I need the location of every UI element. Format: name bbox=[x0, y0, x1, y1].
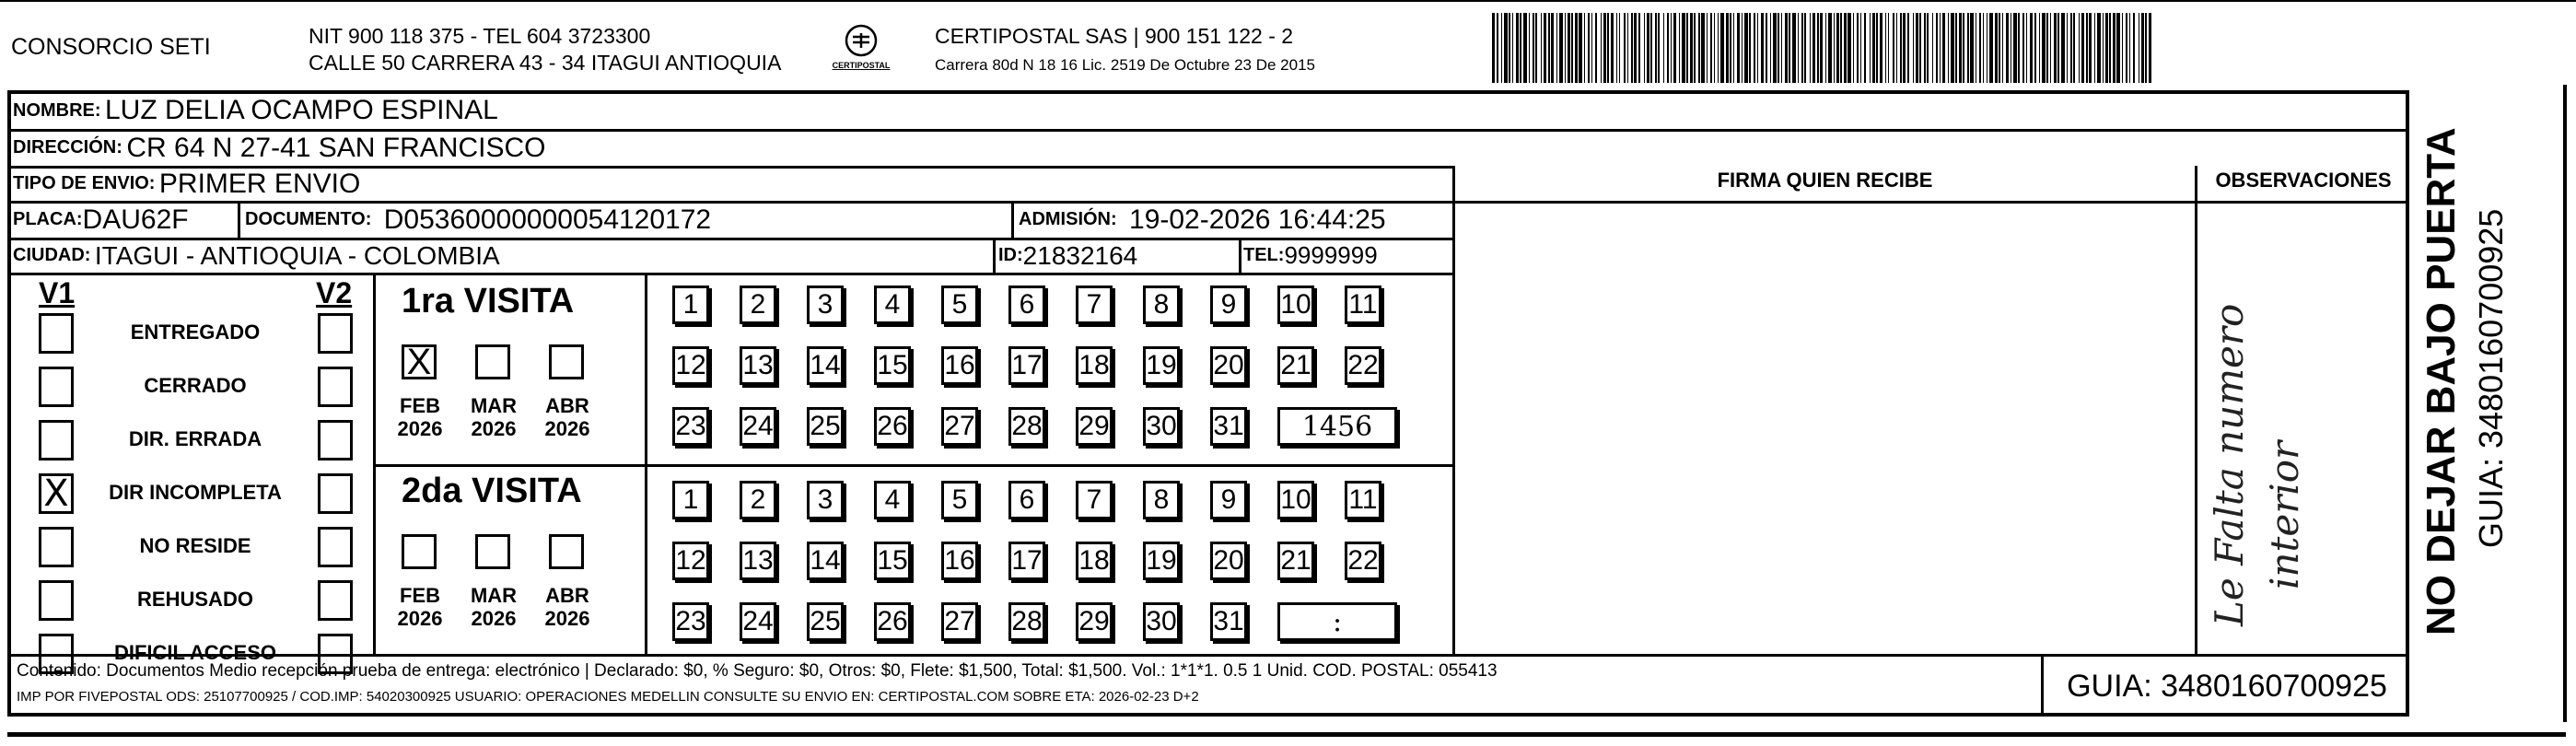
day-box[interactable]: 21 bbox=[1277, 542, 1314, 580]
day-box[interactable]: 11 bbox=[1345, 481, 1381, 519]
footer-guia: GUIA: 3480160700925 bbox=[2067, 669, 2387, 704]
day-box[interactable]: 29 bbox=[1076, 602, 1113, 641]
id-cell bbox=[998, 239, 1137, 273]
footer-line1: Contenido: Documentos Medio recepción prueba de entrega: electrónico | Declarado: $0, % Seguro: $0, Otros: $0, Flete: $1,500, Total: $1,500. Vol.: 1*1*1. 0.5 1 Unid. COD. POSTAL: 055413 bbox=[17, 661, 1498, 681]
id-label: ID: bbox=[998, 245, 1023, 265]
signature-area[interactable] bbox=[1457, 203, 2192, 652]
day-box[interactable]: 12 bbox=[672, 346, 709, 385]
month-label: ABR bbox=[545, 584, 589, 607]
day-box[interactable]: 3 bbox=[807, 286, 844, 324]
day-box[interactable]: 12 bbox=[672, 542, 709, 580]
v2-checkbox[interactable] bbox=[318, 473, 353, 514]
status-label: DIR INCOMPLETA bbox=[109, 481, 282, 504]
placa-value: DAU62F bbox=[82, 204, 189, 235]
day-box[interactable]: 22 bbox=[1345, 542, 1381, 580]
day-box[interactable]: 1 bbox=[672, 481, 709, 519]
footer-divider bbox=[2041, 656, 2044, 715]
month-label: MAR bbox=[470, 394, 518, 417]
month-label: ABR bbox=[545, 394, 589, 417]
company-name: CONSORCIO SETI bbox=[11, 34, 211, 60]
day-box[interactable]: 31 bbox=[1210, 407, 1247, 446]
year-label: 2026 bbox=[544, 607, 590, 630]
day-box[interactable]: 13 bbox=[740, 346, 776, 385]
v2-checkbox[interactable] bbox=[318, 367, 353, 407]
day-box[interactable]: 2 bbox=[740, 481, 776, 519]
day-box[interactable]: 8 bbox=[1143, 481, 1180, 519]
day-box[interactable]: 23 bbox=[672, 407, 709, 446]
status-label: ENTREGADO bbox=[130, 321, 261, 344]
month-checkbox[interactable]: X bbox=[402, 344, 437, 379]
outer-right-border bbox=[2563, 85, 2567, 722]
month-label: FEB bbox=[400, 584, 440, 607]
admision-label: ADMISIÓN: bbox=[1019, 209, 1117, 229]
id-divider bbox=[1239, 239, 1241, 273]
direccion-label: DIRECCIÓN: bbox=[13, 137, 122, 157]
direccion-row bbox=[13, 130, 545, 166]
certipostal-line: CERTIPOSTAL SAS | 900 151 122 - 2 bbox=[935, 24, 1294, 48]
day-box[interactable]: 20 bbox=[1210, 542, 1247, 580]
tel-label: TEL: bbox=[1243, 245, 1285, 265]
v2-checkbox[interactable] bbox=[318, 313, 353, 354]
day-box[interactable]: 17 bbox=[1008, 542, 1045, 580]
documento-cell bbox=[245, 202, 711, 238]
admision-value: 19-02-2026 16:44:25 bbox=[1129, 204, 1386, 235]
firma-header: FIRMA QUIEN RECIBE bbox=[1717, 169, 1933, 192]
v2-checkbox[interactable] bbox=[318, 527, 353, 567]
day-box[interactable]: 21 bbox=[1277, 346, 1314, 385]
nit-line: NIT 900 118 375 - TEL 604 3723300 bbox=[309, 24, 651, 48]
day-box[interactable]: 9 bbox=[1210, 481, 1247, 519]
day-box[interactable]: 6 bbox=[1008, 286, 1045, 324]
day-box[interactable]: 7 bbox=[1076, 286, 1113, 324]
v1-checkbox[interactable] bbox=[39, 420, 74, 460]
placa-cell bbox=[13, 202, 189, 238]
status-label: REHUSADO bbox=[137, 588, 253, 611]
day-box[interactable]: 11 bbox=[1345, 286, 1381, 324]
time-box[interactable]: : bbox=[1277, 602, 1397, 641]
v2-header: V2 bbox=[316, 276, 353, 309]
direccion-value: CR 64 N 27-41 SAN FRANCISCO bbox=[126, 132, 546, 163]
month-label: MAR bbox=[470, 584, 518, 607]
day-box[interactable]: 23 bbox=[672, 602, 709, 641]
documento-label: DOCUMENTO: bbox=[245, 209, 372, 229]
day-box[interactable]: 6 bbox=[1008, 481, 1045, 519]
month-checkbox[interactable] bbox=[549, 534, 584, 569]
id-value: 21832164 bbox=[1022, 240, 1138, 270]
observations-area[interactable] bbox=[2197, 203, 2407, 652]
tipo-value: PRIMER ENVIO bbox=[158, 168, 361, 199]
day-box[interactable]: 14 bbox=[807, 542, 844, 580]
visit-divider bbox=[374, 464, 1453, 467]
license-line: Carrera 80d N 18 16 Lic. 2519 De Octubre 23 De 2015 bbox=[935, 56, 1315, 74]
month-checkbox[interactable] bbox=[475, 344, 510, 379]
tipo-label: TIPO DE ENVIO: bbox=[13, 173, 156, 193]
day-box[interactable]: 30 bbox=[1143, 602, 1180, 641]
visit2-title: 2da VISITA bbox=[402, 472, 582, 510]
obs-handwriting-1: Le Falta numero bbox=[2207, 303, 2252, 626]
admision-cell bbox=[1019, 202, 1386, 238]
logo-text: CERTIPOSTAL bbox=[832, 61, 891, 70]
status-label: DIFICIL ACCESO bbox=[113, 641, 276, 664]
v1-header: V1 bbox=[39, 276, 76, 309]
obs-handwriting-2: interior bbox=[2262, 440, 2307, 589]
top-edge bbox=[0, 0, 2576, 6]
day-box[interactable]: 19 bbox=[1143, 542, 1180, 580]
footer-rule bbox=[9, 654, 2408, 657]
day-box[interactable]: 29 bbox=[1076, 407, 1113, 446]
day-box[interactable]: 25 bbox=[807, 602, 844, 641]
tel-cell bbox=[1243, 239, 1378, 273]
month-checkbox[interactable] bbox=[402, 534, 437, 569]
year-label: 2026 bbox=[397, 607, 443, 630]
nombre-value: LUZ DELIA OCAMPO ESPINAL bbox=[105, 95, 498, 125]
day-box[interactable]: 15 bbox=[874, 346, 911, 385]
day-box[interactable]: 1 bbox=[672, 286, 709, 324]
ciudad-cell bbox=[13, 239, 500, 273]
day-box[interactable]: 20 bbox=[1210, 346, 1247, 385]
day-box[interactable]: 26 bbox=[874, 407, 911, 446]
day-box[interactable]: 30 bbox=[1143, 407, 1180, 446]
year-label: 2026 bbox=[471, 607, 517, 630]
tel-value: 9999999 bbox=[1284, 241, 1378, 269]
documento-value: D05360000000054120172 bbox=[383, 204, 712, 235]
month-checkbox[interactable] bbox=[475, 534, 510, 569]
day-box[interactable]: 26 bbox=[874, 602, 911, 641]
side-guia: GUIA: 3480160700925 bbox=[2472, 208, 2510, 548]
day-box[interactable]: 28 bbox=[1008, 602, 1045, 641]
documento-divider bbox=[1011, 203, 1014, 238]
tipo-row bbox=[13, 167, 360, 201]
year-label: 2026 bbox=[397, 417, 443, 440]
v1-checkbox[interactable] bbox=[39, 527, 74, 567]
status-label: CERRADO bbox=[144, 374, 247, 397]
observaciones-header: OBSERVACIONES bbox=[2215, 169, 2392, 192]
day-box[interactable]: 2 bbox=[740, 286, 776, 324]
outer-bottom-border bbox=[7, 732, 2566, 737]
day-box[interactable]: 4 bbox=[874, 286, 911, 324]
side-warning: NO DEJAR BAJO PUERTA bbox=[2419, 127, 2464, 635]
day-box[interactable]: 15 bbox=[874, 542, 911, 580]
nombre-label: NOMBRE: bbox=[13, 99, 101, 121]
day-box[interactable]: 7 bbox=[1076, 481, 1113, 519]
day-box[interactable]: 3 bbox=[807, 481, 844, 519]
day-box[interactable]: 5 bbox=[941, 286, 978, 324]
status-label: DIR. ERRADA bbox=[128, 427, 262, 450]
v1-checkbox[interactable] bbox=[39, 367, 74, 407]
day-box[interactable]: 13 bbox=[740, 542, 776, 580]
day-box[interactable]: 24 bbox=[740, 602, 776, 641]
ciudad-label: CIUDAD: bbox=[13, 245, 91, 265]
v2-checkbox[interactable] bbox=[318, 420, 353, 460]
year-label: 2026 bbox=[471, 417, 517, 440]
day-box[interactable]: 18 bbox=[1076, 346, 1113, 385]
firma-divider bbox=[1452, 166, 1455, 654]
day-box[interactable]: 25 bbox=[807, 407, 844, 446]
day-box[interactable]: 27 bbox=[941, 602, 978, 641]
footer-line2: IMP POR FIVEPOSTAL ODS: 25107700925 / COD.IMP: 54020300925 USUARIO: OPERACIONES MEDELLIN CONSULTE SU ENVIO EN: CERTIPOSTAL.COM SOBRE ETA: 2026-02-23 D+2 bbox=[17, 689, 1199, 705]
day-box[interactable]: 5 bbox=[941, 481, 978, 519]
visit-date-divider bbox=[645, 274, 647, 654]
day-box[interactable]: 18 bbox=[1076, 542, 1113, 580]
v2-checkbox[interactable] bbox=[318, 580, 353, 621]
month-label: FEB bbox=[400, 394, 440, 417]
v1-checkbox[interactable] bbox=[39, 313, 74, 354]
visit1-title: 1ra VISITA bbox=[402, 282, 575, 321]
day-box[interactable]: 14 bbox=[807, 346, 844, 385]
barcode bbox=[1492, 13, 2151, 83]
placa-divider bbox=[238, 203, 240, 238]
day-box[interactable]: 24 bbox=[740, 407, 776, 446]
v1-checkbox[interactable] bbox=[39, 580, 74, 621]
ciudad-divider bbox=[993, 239, 996, 273]
status-label: NO RESIDE bbox=[139, 534, 251, 557]
day-box[interactable]: 10 bbox=[1277, 286, 1314, 324]
day-box[interactable]: 22 bbox=[1345, 346, 1381, 385]
day-box[interactable]: 8 bbox=[1143, 286, 1180, 324]
nombre-row bbox=[13, 92, 498, 129]
day-box[interactable]: 28 bbox=[1008, 407, 1045, 446]
rule-ciudad bbox=[9, 273, 1455, 275]
day-box[interactable]: 9 bbox=[1210, 286, 1247, 324]
day-box[interactable]: 16 bbox=[941, 346, 978, 385]
year-label: 2026 bbox=[544, 417, 590, 440]
day-box[interactable]: 10 bbox=[1277, 481, 1314, 519]
day-box[interactable]: 17 bbox=[1008, 346, 1045, 385]
day-box[interactable]: 19 bbox=[1143, 346, 1180, 385]
placa-label: PLACA: bbox=[13, 209, 83, 229]
ciudad-value: ITAGUI - ANTIOQUIA - COLOMBIA bbox=[94, 240, 500, 270]
address-line: CALLE 50 CARRERA 43 - 34 ITAGUI ANTIOQUIA bbox=[309, 51, 782, 75]
time-box[interactable]: 1456 bbox=[1277, 407, 1397, 446]
day-box[interactable]: 27 bbox=[941, 407, 978, 446]
month-checkbox[interactable] bbox=[549, 344, 584, 379]
certipostal-logo bbox=[829, 22, 893, 77]
day-box[interactable]: 4 bbox=[874, 481, 911, 519]
v1-checkbox[interactable]: X bbox=[39, 473, 74, 514]
day-box[interactable]: 31 bbox=[1210, 602, 1247, 641]
day-box[interactable]: 16 bbox=[941, 542, 978, 580]
